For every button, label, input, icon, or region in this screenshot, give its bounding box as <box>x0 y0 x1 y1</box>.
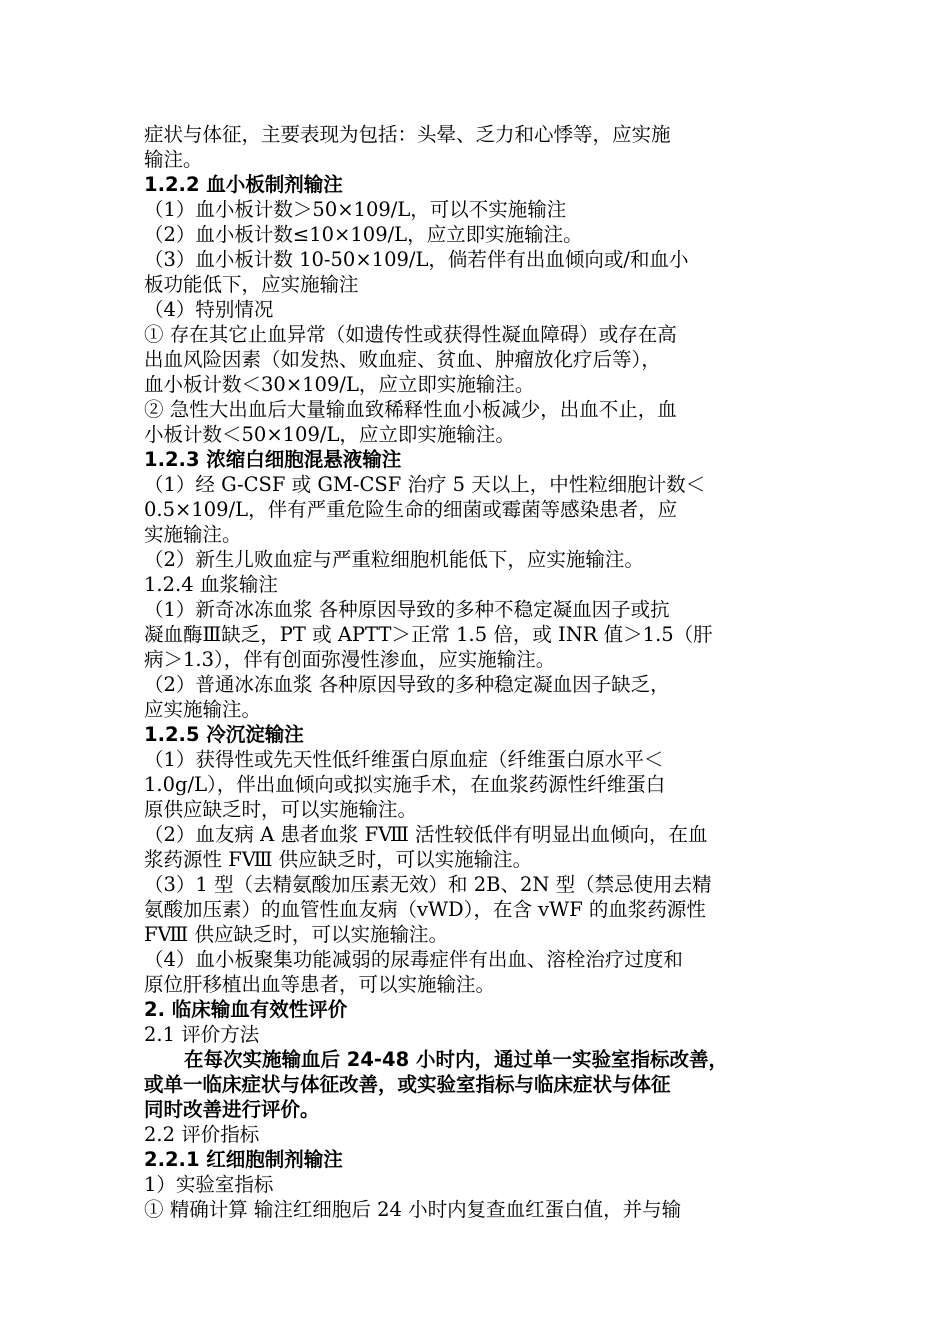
text-line: （4）特别情况 <box>144 298 274 321</box>
text-line: （3）1 型（去精氨酸加压素无效）和 2B、2N 型（禁忌使用去精 <box>144 873 712 896</box>
section-heading-or-emphasis-line: 同时改善进行评价。 <box>144 1098 320 1121</box>
text-line: （2）血友病 A 患者血浆 FⅧ 活性较低伴有明显出血倾向，在血 <box>144 823 708 846</box>
text-line: 原位肝移植出血等患者，可以实施输注。 <box>144 973 496 996</box>
text-line: 凝血酶Ⅲ缺乏，PT 或 APTT＞正常 1.5 倍，或 INR 值＞1.5（肝 <box>144 623 713 646</box>
text-line: 输注。 <box>144 148 203 171</box>
text-line: 出血风险因素（如发热、败血症、贫血、肿瘤放化疗后等）， <box>144 348 661 371</box>
document-body <box>144 122 812 1222</box>
text-line: （2）新生儿败血症与严重粒细胞机能低下，应实施输注。 <box>144 548 644 571</box>
text-line: 症状与体征，主要表现为包括：头晕、乏力和心悸等，应实施 <box>144 123 671 146</box>
text-line: （4）血小板聚集功能减弱的尿毒症伴有出血、溶栓治疗过度和 <box>144 948 683 971</box>
text-line: ① 精确计算 输注红细胞后 24 小时内复查血红蛋白值，并与输 <box>144 1198 682 1221</box>
text-line: ② 急性大出血后大量输血致稀释性血小板减少，出血不止，血 <box>144 398 677 421</box>
text-line: 原供应缺乏时，可以实施输注。 <box>144 798 418 821</box>
text-line: （2）血小板计数≤10×109/L，应立即实施输注。 <box>144 223 583 246</box>
text-line: 板功能低下，应实施输注 <box>144 273 359 296</box>
section-heading-or-emphasis-line: 1.2.3 浓缩白细胞混悬液输注 <box>144 448 402 471</box>
text-line: 1.0g/L），伴出血倾向或拟实施手术，在血浆药源性纤维蛋白 <box>144 773 666 796</box>
text-line: 0.5×109/L，伴有严重危险生命的细菌或霉菌等感染患者，应 <box>144 498 678 521</box>
text-line: 1.2.4 血浆输注 <box>144 573 278 596</box>
text-line: 小板计数＜50×109/L，应立即实施输注。 <box>144 423 515 446</box>
text-line: 1）实验室指标 <box>144 1173 274 1196</box>
text-line: FⅧ 供应缺乏时，可以实施输注。 <box>144 923 448 946</box>
text-line: （2）普通冰冻血浆 各种原因导致的多种稳定凝血因子缺乏， <box>144 673 670 696</box>
text-line: 2.2 评价指标 <box>144 1123 260 1146</box>
text-line: 浆药源性 FⅧ 供应缺乏时，可以实施输注。 <box>144 848 533 871</box>
section-heading-or-emphasis-line: 在每次实施输血后 24-48 小时内，通过单一实验室指标改善， <box>184 1048 728 1071</box>
text-line: 2.1 评价方法 <box>144 1023 260 1046</box>
text-line: ① 存在其它止血异常（如遗传性或获得性凝血障碍）或存在高 <box>144 323 677 346</box>
text-line: （3）血小板计数 10-50×109/L，倘若伴有出血倾向或/和血小 <box>144 248 689 271</box>
text-line: （1）血小板计数＞50×109/L，可以不实施输注 <box>144 198 567 221</box>
section-heading-or-emphasis-line: 2. 临床输血有效性评价 <box>144 998 348 1021</box>
text-line: 血小板计数＜30×109/L，应立即实施输注。 <box>144 373 535 396</box>
section-heading-or-emphasis-line: 1.2.2 血小板制剂输注 <box>144 173 343 196</box>
text-line: 实施输注。 <box>144 523 242 546</box>
text-line: 应实施输注。 <box>144 698 262 721</box>
section-heading-or-emphasis-line: 2.2.1 红细胞制剂输注 <box>144 1148 343 1171</box>
text-line: （1）经 G-CSF 或 GM-CSF 治疗 5 天以上，中性粒细胞计数＜ <box>144 473 706 496</box>
text-line: 氨酸加压素）的血管性血友病（vWD），在含 vWF 的血浆药源性 <box>144 898 706 921</box>
text-line: 病＞1.3），伴有创面弥漫性渗血，应实施输注。 <box>144 648 556 671</box>
section-heading-or-emphasis-line: 或单一临床症状与体征改善，或实验室指标与临床症状与体征 <box>144 1073 671 1096</box>
text-line: （1）获得性或先天性低纤维蛋白原血症（纤维蛋白原水平＜ <box>144 748 664 771</box>
text-line: （1）新奇冰冻血浆 各种原因导致的多种不稳定凝血因子或抗 <box>144 598 670 621</box>
section-heading-or-emphasis-line: 1.2.5 冷沉淀输注 <box>144 723 304 746</box>
